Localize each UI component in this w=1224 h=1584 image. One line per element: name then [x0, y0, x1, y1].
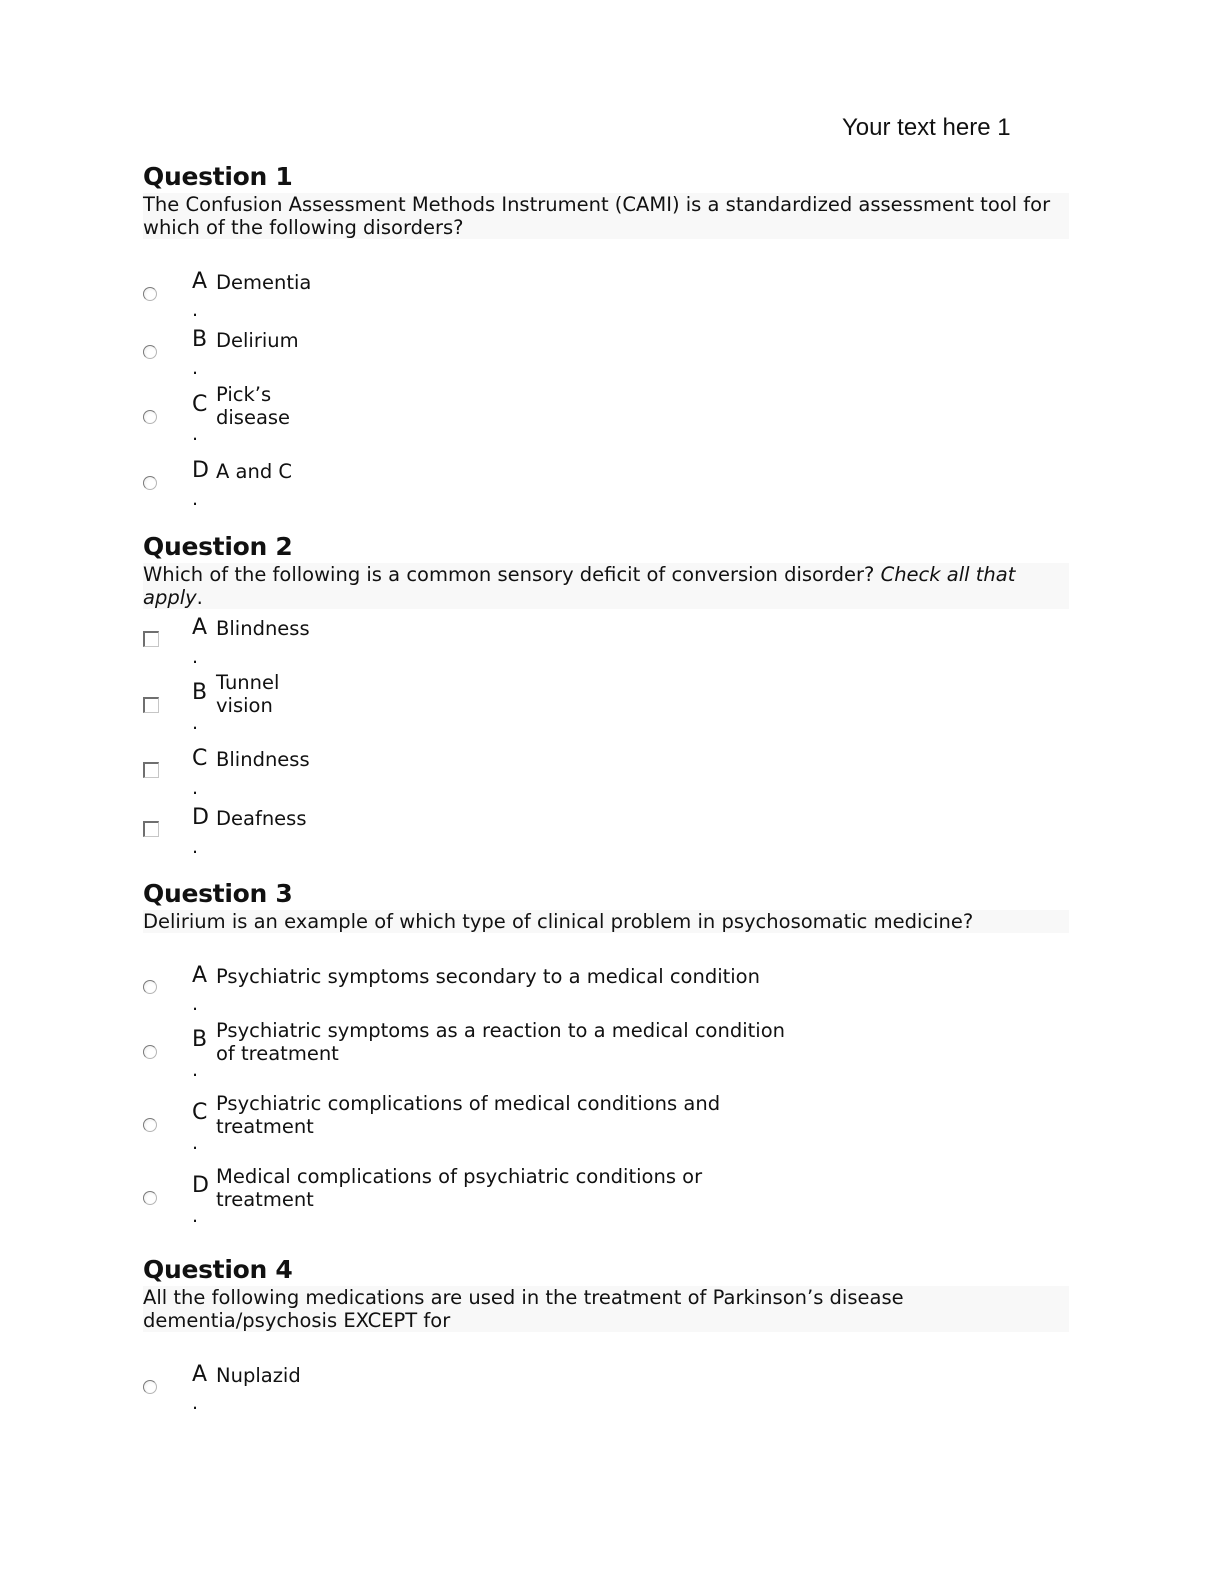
option-dot: . [192, 1132, 199, 1154]
question-text-end: . [196, 586, 203, 609]
option-dot: . [192, 993, 199, 1015]
radio-button[interactable] [143, 345, 157, 359]
question-text-main: Which of the following is a common sensory deficit of conversion disorder? [143, 563, 881, 586]
option-dot: . [192, 646, 199, 668]
option-text: Pick’s [216, 383, 272, 406]
option-text-line-2: treatment [216, 1188, 314, 1211]
checkbox[interactable] [143, 697, 159, 713]
option-dot: . [192, 777, 199, 799]
option-letter: C [192, 746, 208, 771]
option-dot: . [192, 488, 199, 510]
radio-button[interactable] [143, 1118, 157, 1132]
radio-button[interactable] [143, 287, 157, 301]
radio-button[interactable] [143, 980, 157, 994]
option-text: Deafness [216, 807, 307, 830]
option-letter: C [192, 392, 208, 417]
checkbox[interactable] [143, 821, 159, 837]
option-text: Dementia [216, 271, 312, 294]
option-text: Blindness [216, 748, 310, 771]
option-text-line-2: of treatment [216, 1042, 339, 1065]
option-letter: B [192, 680, 208, 705]
question-3 [143, 880, 1069, 933]
header-text: Your text here 1 [842, 114, 1011, 141]
option-text: Psychiatric symptoms as a reaction to a medical condition [216, 1019, 785, 1042]
question-text [143, 563, 1069, 609]
question-text: The Confusion Assessment Methods Instrument (CAMI) is a standardized assessment tool for which of the following disorders? [143, 193, 1069, 239]
option-dot: . [192, 423, 199, 445]
option-dot: . [192, 836, 199, 858]
option-text-line-2: vision [216, 694, 273, 717]
option-text: Psychiatric complications of medical conditions and [216, 1092, 721, 1115]
radio-button[interactable] [143, 1045, 157, 1059]
option-letter: A [192, 615, 208, 640]
option-dot: . [192, 1392, 199, 1414]
option-dot: . [192, 299, 199, 321]
option-text: A and C [216, 460, 293, 483]
option-dot: . [192, 1205, 199, 1227]
option-letter: D [192, 805, 209, 830]
radio-button[interactable] [143, 1191, 157, 1205]
option-letter: D [192, 458, 209, 483]
radio-button[interactable] [143, 1380, 157, 1394]
radio-button[interactable] [143, 476, 157, 490]
option-text: Blindness [216, 617, 310, 640]
question-4 [143, 1256, 1069, 1332]
option-text: Medical complications of psychiatric conditions or [216, 1165, 703, 1188]
question-title: Question 3 [143, 879, 293, 908]
option-text-line-2: treatment [216, 1115, 314, 1138]
checkbox[interactable] [143, 762, 159, 778]
question-2 [143, 533, 1069, 609]
option-dot: . [192, 712, 199, 734]
checkbox[interactable] [143, 631, 159, 647]
question-text: All the following medications are used in the treatment of Parkinson’s disease dementia/psychosis EXCEPT for [143, 1286, 1069, 1332]
option-text: Psychiatric symptoms secondary to a medical condition [216, 965, 760, 988]
question-text-emphasis: Check all that apply [143, 563, 1016, 609]
question-title: Question 4 [143, 1255, 293, 1284]
option-letter: A [192, 1362, 208, 1387]
option-text: Nuplazid [216, 1364, 301, 1387]
option-letter: A [192, 269, 208, 294]
option-letter: C [192, 1100, 208, 1125]
question-1 [143, 163, 1069, 239]
option-text: Tunnel [216, 671, 280, 694]
option-text: Delirium [216, 329, 299, 352]
option-letter: B [192, 1027, 208, 1052]
radio-button[interactable] [143, 410, 157, 424]
question-title: Question 1 [143, 162, 293, 191]
option-letter: A [192, 963, 208, 988]
option-text-line-2: disease [216, 406, 291, 429]
question-text: Delirium is an example of which type of clinical problem in psychosomatic medicine? [143, 910, 1069, 933]
option-dot: . [192, 1059, 199, 1081]
option-letter: D [192, 1173, 209, 1198]
option-letter: B [192, 327, 208, 352]
question-title: Question 2 [143, 532, 293, 561]
option-dot: . [192, 357, 199, 379]
